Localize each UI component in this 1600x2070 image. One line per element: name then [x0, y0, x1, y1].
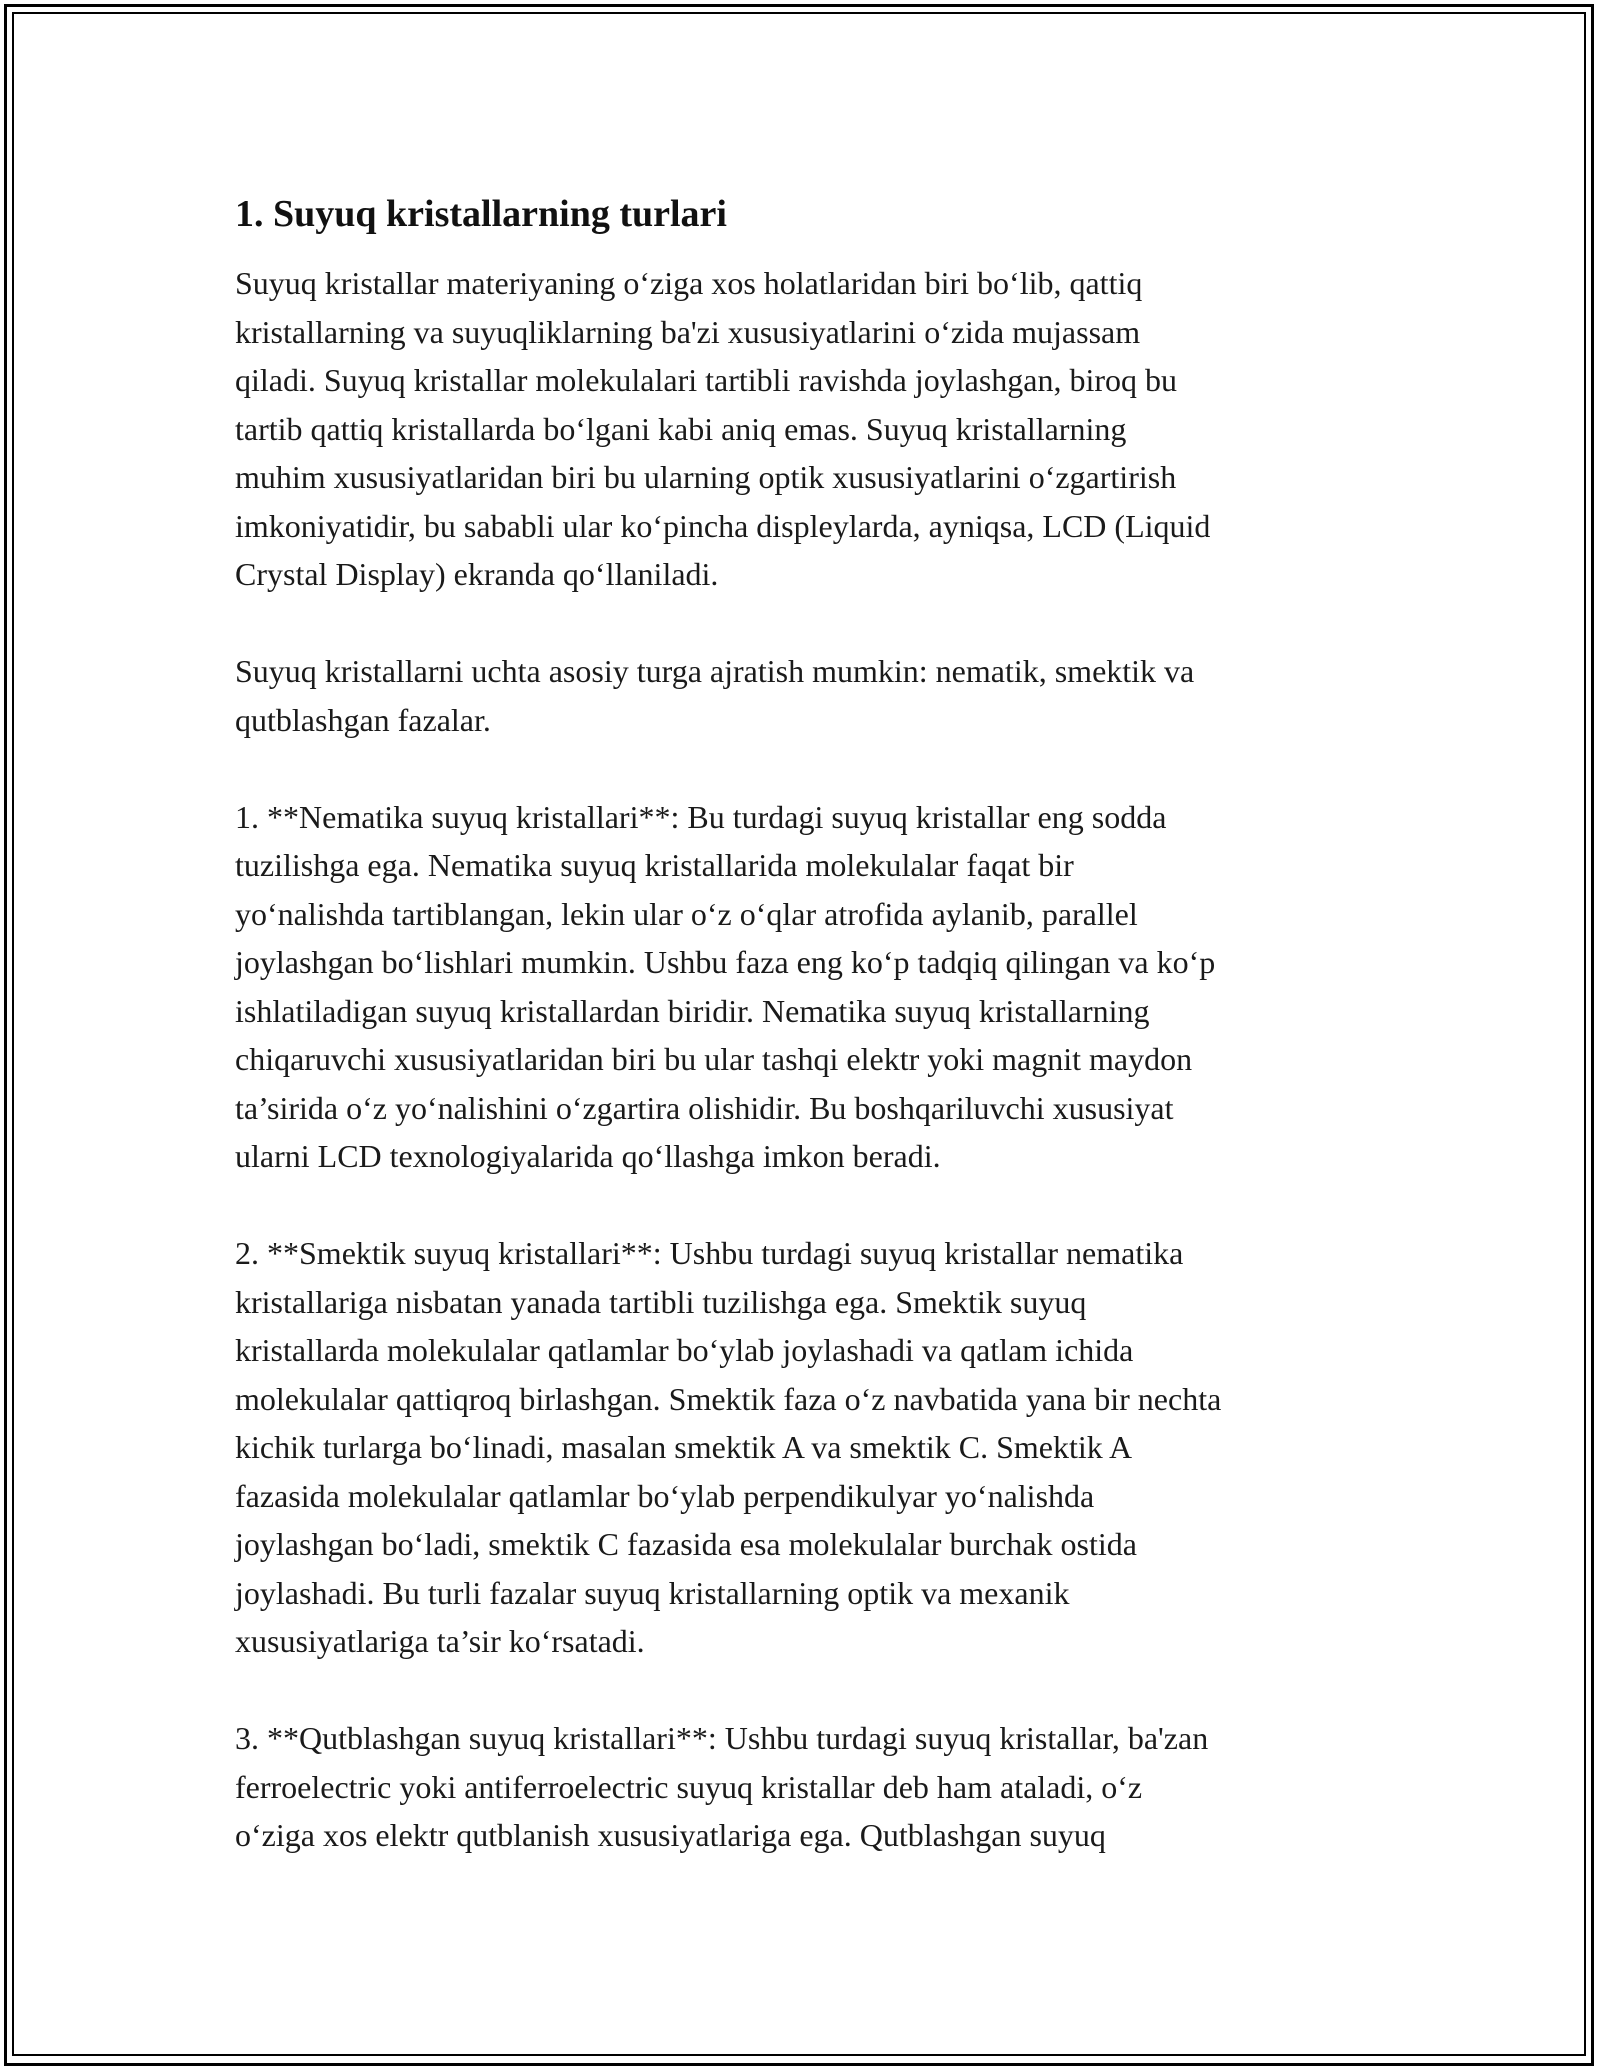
- paragraph-nematic: 1. **Nematika suyuq kristallari**: Bu turdagi suyuq kristallar eng sodda tuzilishga ega. Nematika suyuq kristallarida molekulalar faqat bir yo‘nalishda tartiblangan, lekin ular o‘z o‘qlar atrofida aylanib, parallel joylashgan bo‘lishlari mumkin. Ushbu faza eng ko‘p tadqiq qilingan va ko‘p ishlatiladigan suyuq kristallardan biridir. Nematika suyuq kristallarning chiqaruvchi xususiyatlaridan biri bu ular tashqi elektr yoki magnit maydon ta’sirida o‘z yo‘nalishini o‘zgartira olishidir. Bu boshqariluvchi xususiyat ularni LCD texnologiyalarida qo‘llashga imkon beradi.: [235, 798, 1216, 1174]
- document-body: [235, 185, 1375, 1908]
- paragraph-smectic: 2. **Smektik suyuq kristallari**: Ushbu turdagi suyuq kristallar nematika kristallariga nisbatan yanada tartibli tuzilishga ega. Smektik suyuq kristallarda molekulalar qatlamlar bo‘ylab joylashadi va qatlam ichida molekulalar qattiqroq birlashgan. Smektik faza o‘z navbatida yana bir nechta kichik turlarga bo‘linadi, masalan smektik A va smektik C. Smektik A fazasida molekulalar qatlamlar bo‘ylab perpendikulyar yo‘nalishda joylashgan bo‘ladi, smektik C fazasida esa molekulalar burchak ostida joylashadi. Bu turli fazalar suyuq kristallarning optik va mexanik xususiyatlariga ta’sir ko‘rsatadi.: [235, 1235, 1222, 1659]
- paragraph-polarized: 3. **Qutblashgan suyuq kristallari**: Ushbu turdagi suyuq kristallar, ba'zan ferroelectric yoki antiferroelectric suyuq kristallar deb ham ataladi, o‘z o‘ziga xos elektr qutblanish xususiyatlariga ega. Qutblashgan suyuq: [235, 1720, 1209, 1853]
- paragraph-types-overview: Suyuq kristallarni uchta asosiy turga ajratish mumkin: nematik, smektik va qutblashgan fazalar.: [235, 653, 1195, 738]
- paragraph-intro: Suyuq kristallar materiyaning o‘ziga xos holatlaridan biri bo‘lib, qattiq kristallarning va suyuqliklarning ba'zi xususiyatlarini o‘zida mujassam qiladi. Suyuq kristallar molekulalari tartibli ravishda joylashgan, biroq bu tartib qattiq kristallarda bo‘lgani kabi aniq emas. Suyuq kristallarning muhim xususiyatlaridan biri bu ularning optik xususiyatlarini o‘zgartirish imkoniyatidir, bu sababli ular ko‘pincha displeylarda, ayniqsa, LCD (Liquid Crystal Display) ekranda qo‘llaniladi.: [235, 265, 1211, 592]
- section-heading: 1. Suyuq kristallarning turlari: [235, 193, 727, 235]
